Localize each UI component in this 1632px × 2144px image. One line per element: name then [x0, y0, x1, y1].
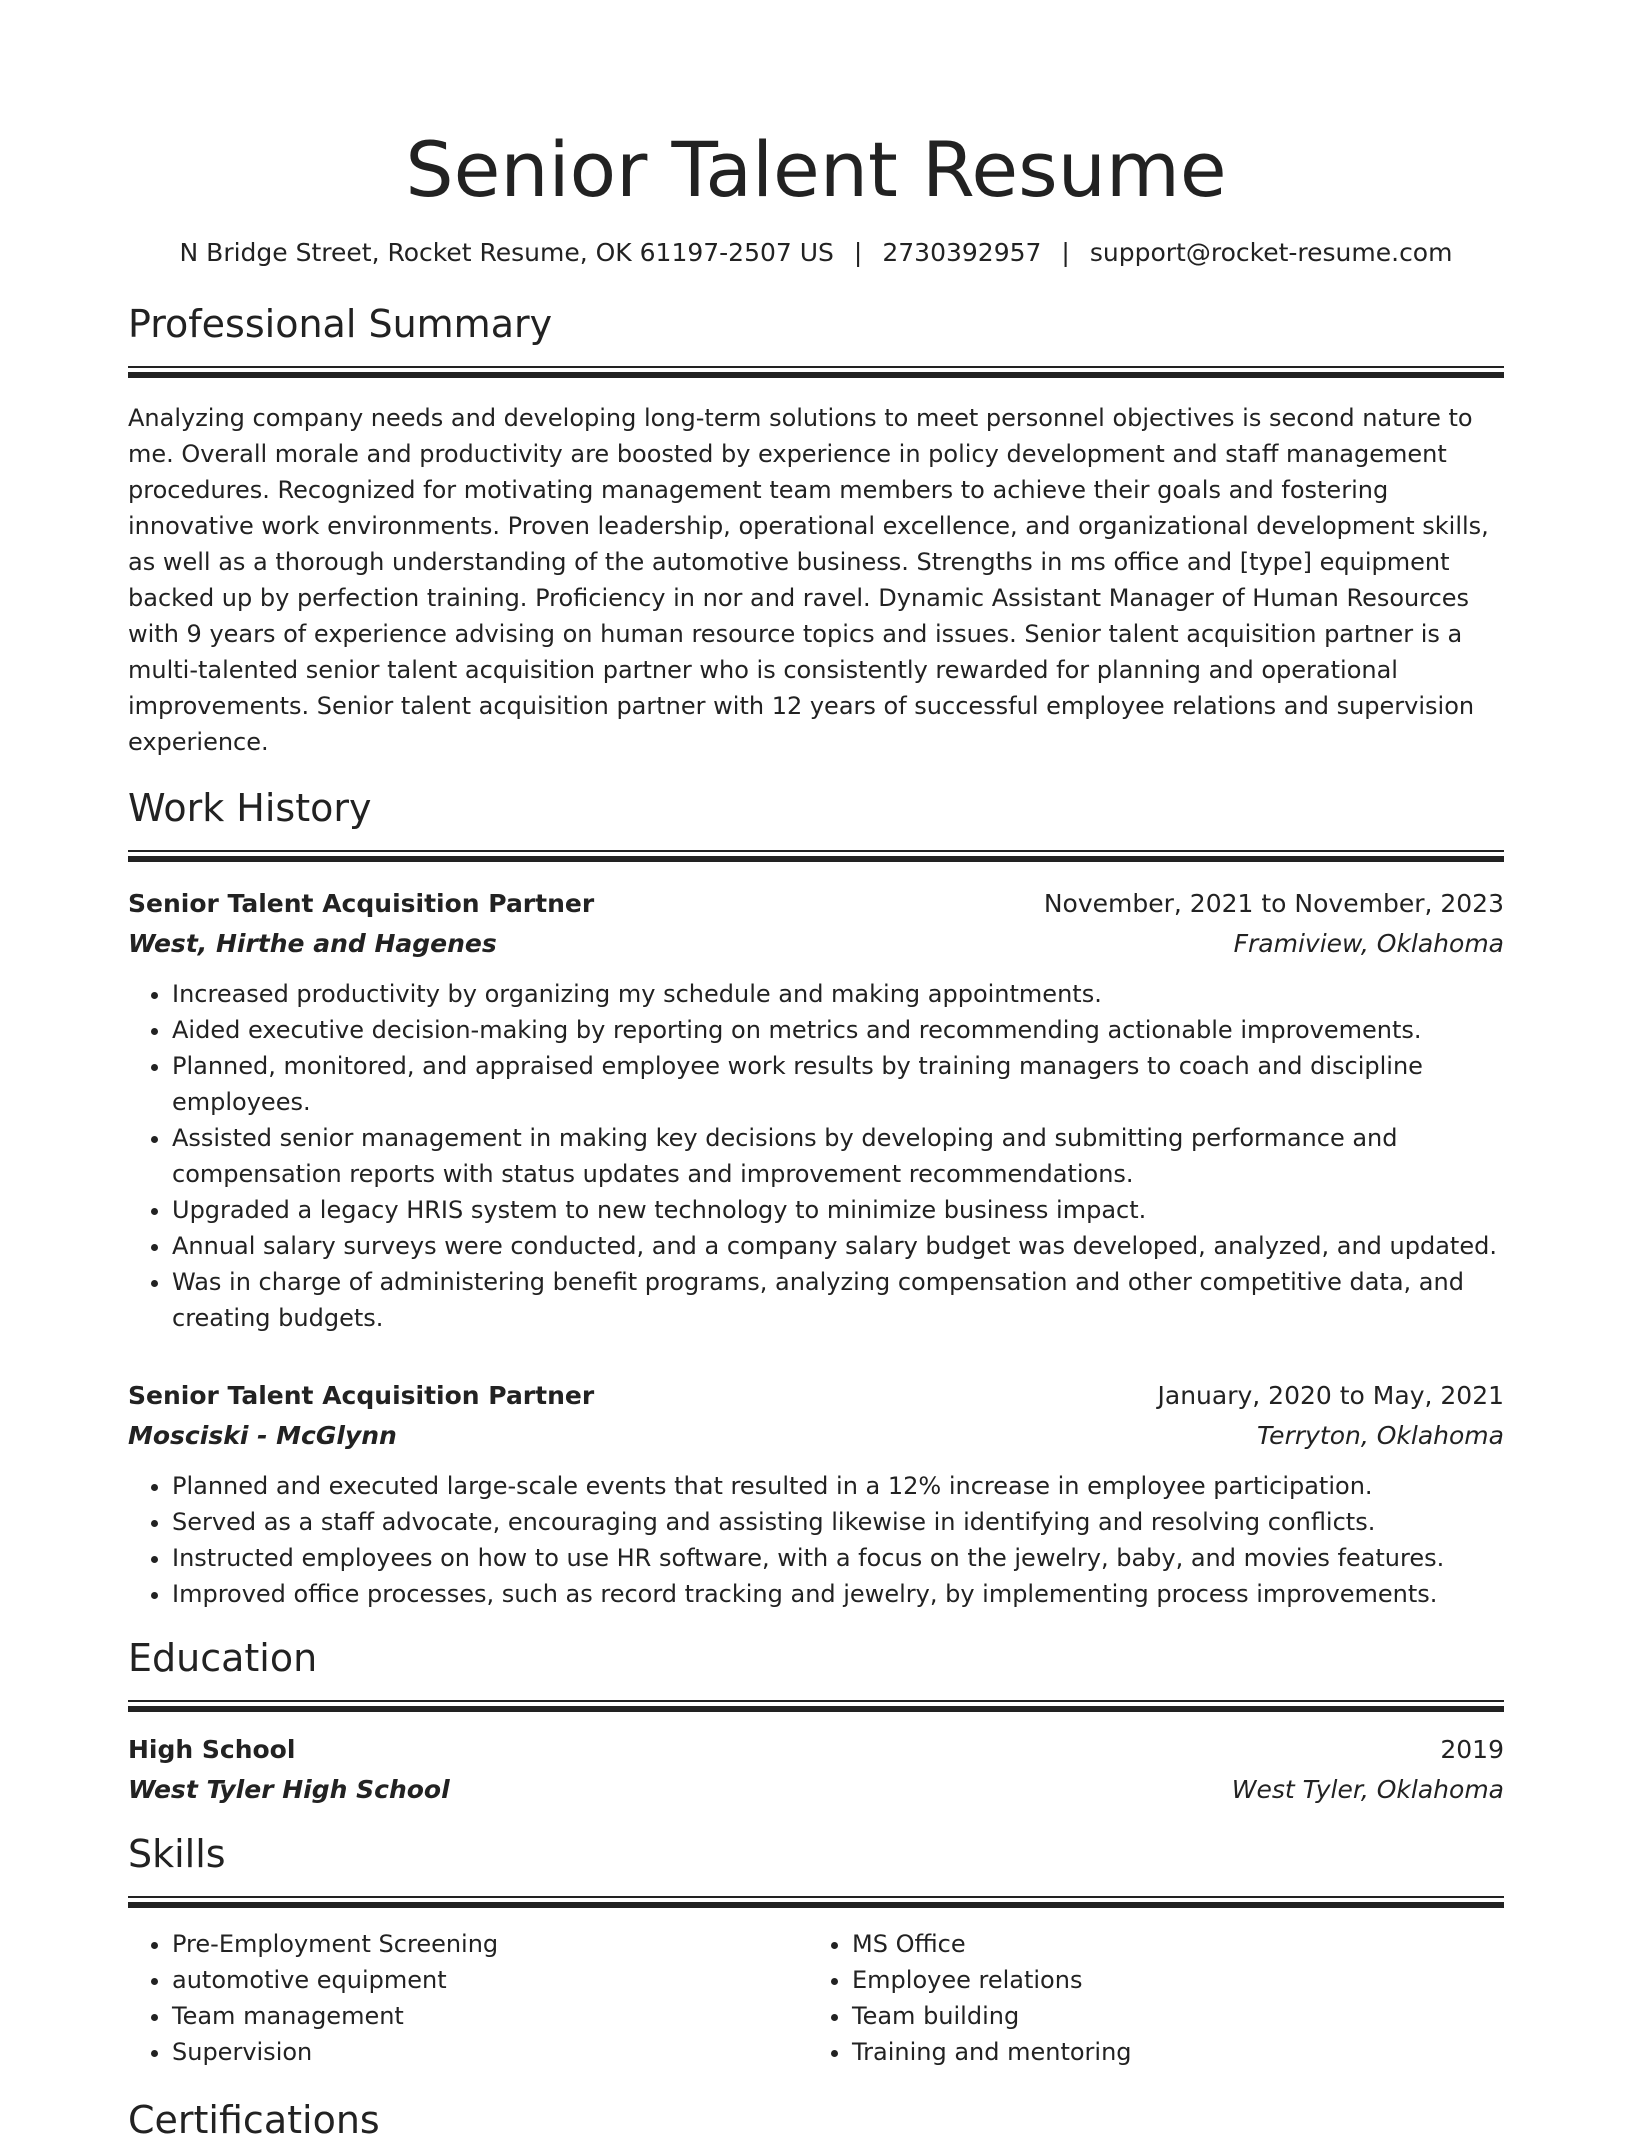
skill-item: • Team management: [172, 1998, 808, 2034]
job-entry: [128, 886, 1504, 1336]
resume-title: Senior Talent Resume: [405, 125, 1227, 214]
job-dates: November, 2021 to November, 2023: [1043, 889, 1504, 918]
job-bullets: [128, 976, 1504, 1336]
contact-separator: |: [853, 238, 863, 267]
job-bullet: • Served as a staff advocate, encouraging and assisting likewise in identifying and resolving conflicts.: [172, 1504, 1504, 1540]
job-title: Senior Talent Acquisition Partner: [128, 889, 595, 918]
contact-line: [128, 236, 1504, 270]
job-bullet: • Instructed employees on how to use HR software, with a focus on the jewelry, baby, and movies features.: [172, 1540, 1504, 1576]
skills-column-left: [128, 1926, 808, 2070]
education-entry: [128, 1732, 1504, 1808]
job-bullet: • Improved office processes, such as record tracking and jewelry, by implementing process improvements.: [172, 1576, 1504, 1612]
section-divider: [128, 1700, 1504, 1712]
contact-separator: |: [1061, 238, 1070, 267]
job-bullet: • Planned, monitored, and appraised employee work results by training managers to coach and discipline employees.: [172, 1048, 1504, 1120]
summary-heading: Professional Summary: [128, 302, 553, 346]
job-bullet: • Upgraded a legacy HRIS system to new technology to minimize business impact.: [172, 1192, 1504, 1228]
work-history-heading: Work History: [128, 786, 372, 830]
skill-item: • Pre-Employment Screening: [172, 1926, 808, 1962]
summary-text: Analyzing company needs and developing long-term solutions to meet personnel objectives is second nature to me. Overall morale and productivity are boosted by experience in policy development and staff management procedures. Recognized for motivating management team members to achieve their goals and fostering innovative work environments. Proven leadership, operational excellence, and organizational development skills, as well as a thorough understanding of the automotive business. Strengths in ms office and [type] equipment backed up by perfection training. Proficiency in nor and ravel. Dynamic Assistant Manager of Human Resources with 9 years of experience advising on human resource topics and issues. Senior talent acquisition partner is a multi-talented senior talent acquisition partner who is consistently rewarded for planning and operational improvements. Senior talent acquisition partner with 12 years of successful employee relations and supervision experience.: [128, 404, 1489, 756]
skills-section: [128, 1830, 1504, 2070]
education-section: [128, 1634, 1504, 1808]
certifications-heading: Certifications: [128, 2098, 380, 2142]
skill-item: • Team building: [852, 1998, 1488, 2034]
skill-item: • automotive equipment: [172, 1962, 808, 1998]
job-bullet: • Increased productivity by organizing my schedule and making appointments.: [172, 976, 1504, 1012]
skills-list: [128, 1926, 1504, 2070]
section-divider: [128, 366, 1504, 378]
skill-item: • Supervision: [172, 2034, 808, 2070]
job-location: Terryton, Oklahoma: [1257, 1421, 1504, 1450]
education-degree: High School: [128, 1735, 296, 1764]
education-location: West Tyler, Oklahoma: [1231, 1775, 1504, 1804]
skill-item: • Training and mentoring: [852, 2034, 1488, 2070]
job-company: Mosciski - McGlynn: [128, 1421, 397, 1450]
education-year: 2019: [1440, 1735, 1504, 1764]
skill-item: • Employee relations: [852, 1962, 1488, 1998]
job-entry: [128, 1378, 1504, 1612]
section-divider: [128, 1896, 1504, 1908]
education-heading: Education: [128, 1636, 318, 1680]
certifications-section: [128, 2096, 1504, 2144]
job-bullet: • Planned and executed large-scale events that resulted in a 12% increase in employee participation.: [172, 1468, 1504, 1504]
education-school: West Tyler High School: [128, 1775, 450, 1804]
job-bullet: • Aided executive decision-making by reporting on metrics and recommending actionable improvements.: [172, 1012, 1504, 1048]
summary-section: [128, 300, 1504, 760]
job-bullet: • Assisted senior management in making key decisions by developing and submitting performance and compensation reports with status updates and improvement recommendations.: [172, 1120, 1504, 1192]
job-company: West, Hirthe and Hagenes: [128, 929, 497, 958]
job-title: Senior Talent Acquisition Partner: [128, 1381, 595, 1410]
skill-item: • MS Office: [852, 1926, 1488, 1962]
job-bullet: • Was in charge of administering benefit programs, analyzing compensation and other competitive data, and creating budgets.: [172, 1264, 1504, 1336]
contact-address: N Bridge Street, Rocket Resume, OK 61197-2507 US: [179, 238, 834, 267]
job-dates: January, 2020 to May, 2021: [1157, 1381, 1504, 1410]
skills-heading: Skills: [128, 1832, 226, 1876]
skills-column-right: [808, 1926, 1488, 2070]
job-bullet: • Annual salary surveys were conducted, and a company salary budget was developed, analyzed, and updated.: [172, 1228, 1504, 1264]
job-location: Framiview, Oklahoma: [1233, 929, 1504, 958]
contact-email: support@rocket-resume.com: [1089, 238, 1453, 267]
job-bullets: [128, 1468, 1504, 1612]
contact-phone: 2730392957: [882, 238, 1042, 267]
work-history-section: [128, 784, 1504, 1612]
section-divider: [128, 850, 1504, 862]
